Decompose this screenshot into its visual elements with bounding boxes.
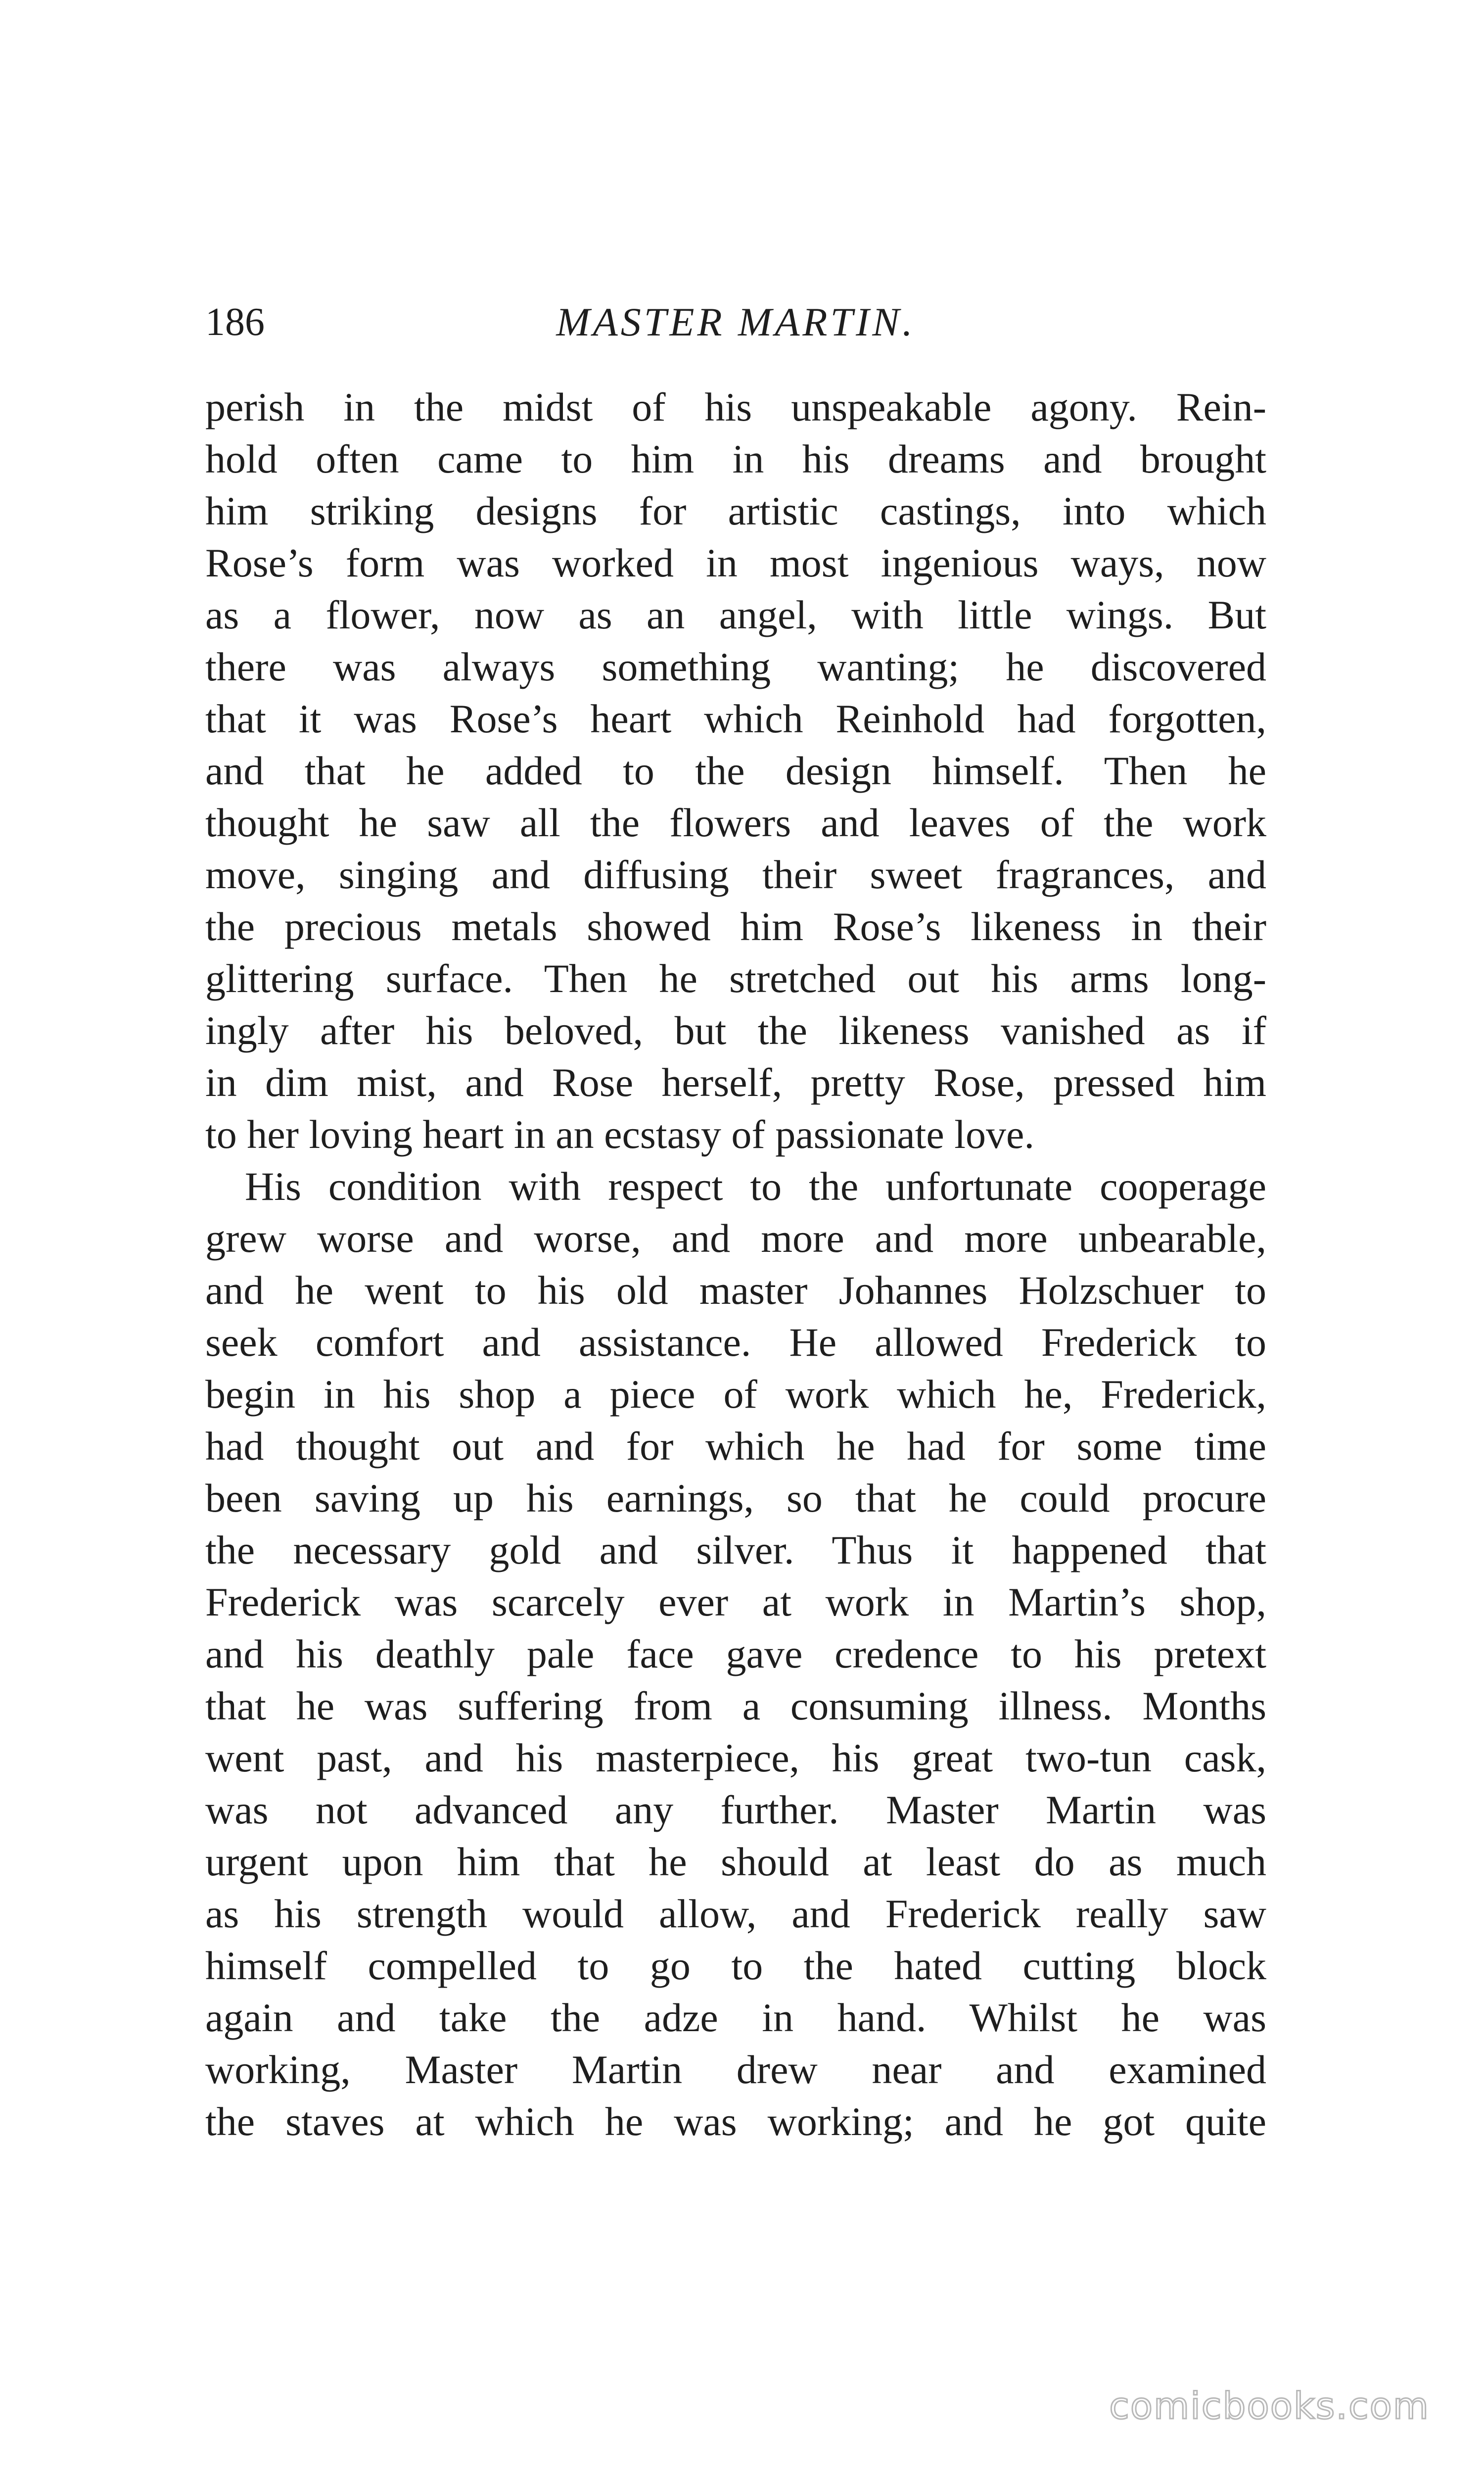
text-line: was not advanced any further. Master Martin was xyxy=(205,1787,1266,1832)
text-line: grew worse and worse, and more and more unbearable, xyxy=(205,1216,1266,1261)
text-line: him striking designs for artistic castings, into which xyxy=(205,488,1266,533)
text-line: again and take the adze in hand. Whilst he was xyxy=(205,1995,1266,2040)
running-head xyxy=(205,295,1266,349)
text-line: move, singing and diffusing their sweet fragrances, and xyxy=(205,852,1266,897)
text-line: glittering surface. Then he stretched out his arms long- xyxy=(205,956,1266,1001)
text-line: thought he saw all the flowers and leaves of the work xyxy=(205,800,1266,845)
text-line: and that he added to the design himself. Then he xyxy=(205,748,1266,793)
text-line: Rose’s form was worked in most ingenious ways, now xyxy=(205,540,1266,585)
text-line: in dim mist, and Rose herself, pretty Rose, pressed him xyxy=(205,1060,1266,1105)
watermark: comicbooks.com xyxy=(1109,2385,1430,2427)
text-line: been saving up his earnings, so that he could procure xyxy=(205,1475,1266,1521)
text-line: had thought out and for which he had for some time xyxy=(205,1424,1266,1469)
text-line: working, Master Martin drew near and examined xyxy=(205,2047,1266,2092)
page-number: 186 xyxy=(205,300,265,344)
text-line: the staves at which he was working; and he got quite xyxy=(205,2099,1266,2144)
text-line: ingly after his beloved, but the likeness vanished as if xyxy=(205,1008,1266,1053)
text-line: there was always something wanting; he discovered xyxy=(205,644,1266,689)
text-line: seek comfort and assistance. He allowed Frederick to xyxy=(205,1320,1266,1365)
text-line: that he was suffering from a consuming illness. Months xyxy=(205,1683,1266,1728)
text-line: to her loving heart in an ecstasy of passionate love. xyxy=(205,1112,1034,1157)
text-line: the necessary gold and silver. Thus it happened that xyxy=(205,1527,1266,1572)
text-line: as a flower, now as an angel, with little wings. But xyxy=(205,592,1266,637)
text-line: the precious metals showed him Rose’s likeness in their xyxy=(205,904,1266,949)
running-title: MASTER MARTIN. xyxy=(556,299,916,344)
text-line: and his deathly pale face gave credence to his pretext xyxy=(205,1631,1266,1676)
text-line: Frederick was scarcely ever at work in Martin’s shop, xyxy=(205,1579,1266,1624)
text-line: perish in the midst of his unspeakable agony. Rein- xyxy=(205,384,1266,429)
text-line: urgent upon him that he should at least do as much xyxy=(205,1839,1266,1884)
text-line: himself compelled to go to the hated cutting block xyxy=(205,1943,1266,1988)
text-line: went past, and his masterpiece, his great two-tun cask, xyxy=(205,1735,1266,1780)
text-line: and he went to his old master Johannes Holzschuer to xyxy=(205,1268,1266,1313)
body-text xyxy=(205,381,1266,2147)
text-line: that it was Rose’s heart which Reinhold had forgotten, xyxy=(205,696,1266,741)
text-line: as his strength would allow, and Frederick really saw xyxy=(205,1891,1266,1936)
text-line: hold often came to him in his dreams and brought xyxy=(205,436,1266,481)
text-line: His condition with respect to the unfortunate cooperage xyxy=(245,1164,1266,1209)
text-line: begin in his shop a piece of work which he, Frederick, xyxy=(205,1372,1266,1417)
